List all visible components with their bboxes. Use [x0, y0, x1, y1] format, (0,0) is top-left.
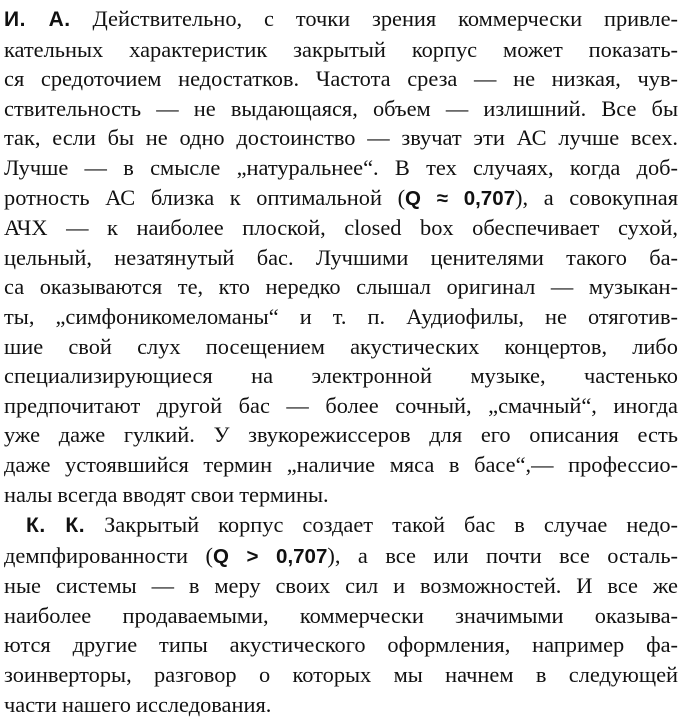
text-line: шие свой слух посещением акустических концертов, либо — [4, 333, 678, 359]
formula-q-optimal: Q ≈ 0,707 — [405, 186, 516, 210]
speaker-initials-kk: К. К. — [26, 514, 86, 538]
text-line: даже устоявшийся термин „наличие мяса в басе“,— профессио- — [4, 451, 678, 477]
text-line: части нашего исследования. — [4, 691, 272, 717]
paragraph-2 — [4, 510, 678, 719]
text-line: АЧХ — к наиболее плоской, closed box обеспечивает сухой, — [4, 215, 678, 241]
text-line: уже даже гулкий. У звукорежиссеров для его описания есть — [4, 422, 678, 448]
text-line: наиболее продаваемыми, коммерчески значимыми оказыва- — [4, 602, 678, 628]
text-line: ротность АС близка к оптимальной (Q ≈ 0,707), а совокупная — [4, 184, 678, 210]
text-line: цельный, незатянутый бас. Лучшими ценителями такого ба- — [4, 244, 678, 270]
paragraph-1 — [4, 4, 678, 509]
text-line: ся средоточием недостатков. Частота среза — не низкая, чув- — [4, 66, 678, 92]
text-line: демпфированности (Q > 0,707), а все или почти все осталь- — [4, 542, 678, 568]
text-line: са оказываются те, кто нередко слышал оригинал — музыкан- — [4, 274, 678, 300]
text-line: К. К. Закрытый корпус создает такой бас в случае недо- — [26, 512, 679, 538]
text-line: Лучше — в смысле „натуральнее“. В тех случаях, когда доб- — [4, 154, 678, 180]
text-line: специализирующиеся на электронной музыке, частенько — [4, 363, 678, 389]
text-line: ные системы — в меру своих сил и возможностей. И все же — [4, 573, 678, 599]
text-line: налы всегда вводят свои термины. — [4, 481, 329, 507]
text-line: ются другие типы акустического оформления, например фа- — [4, 632, 678, 658]
text-line: И. А. Действительно, с точки зрения коммерчески привле- — [4, 6, 679, 31]
text-line: ствительность — не выдающаяся, объем — излишний. Все бы — [4, 95, 678, 121]
text-line: так, если бы не одно достоинство — звучат эти АС лучше всех. — [4, 125, 678, 151]
text-line: зоинверторы, разговор о которых мы начнем в следующей — [4, 662, 678, 688]
text-line: кательных характеристик закрытый корпус может показать- — [4, 36, 678, 62]
text-line: ты, „симфоникомеломаны“ и т. п. Аудиофилы, не отяготив- — [4, 303, 678, 329]
text-line: предпочитают другой бас — более сочный, „смачный“, иногда — [4, 392, 678, 418]
speaker-initials-ia: И. А. — [4, 8, 71, 31]
formula-q-underdamped: Q > 0,707 — [212, 544, 328, 568]
